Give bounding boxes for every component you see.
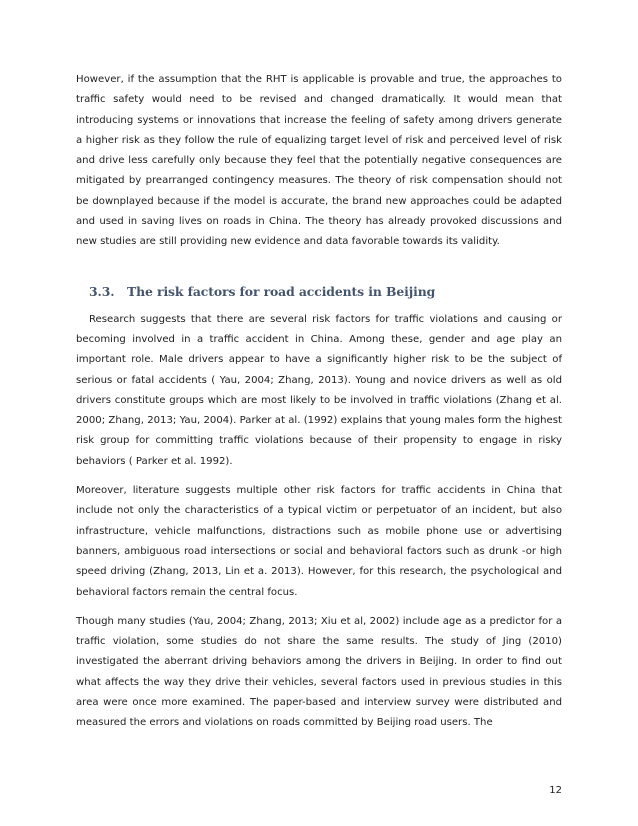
section-number: 3.3. — [89, 283, 115, 299]
spacer — [76, 603, 562, 612]
paragraph-other-factors: Moreover, literature suggests multiple other risk factors for traffic accidents in China that include not only the characteristics of a typical victim or perpetuator of an incident, but also infrastructure, vehicle malfunctions, distractions such as mobile phone use or advertising banners, ambiguous road intersections or social and behavioral factors such as drunk -or high speed driving (Zhang, 2013, Lin et a. 2013). However, for this research, the psychological and behavioral factors remain the central focus. — [76, 485, 562, 598]
document-page — [76, 70, 562, 734]
paragraph-jing-study: Though many studies (Yau, 2004; Zhang, 2013; Xiu et al, 2002) include age as a predictor for a traffic violation, some studies do not share the same results. The study of Jing (2010) investigated the aberrant driving behaviors among the drivers in Beijing. In order to find out what affects the way they drive their vehicles, several factors used in previous studies in this area were once more examined. The paper-based and interview survey were distributed and measured the errors and violations on roads committed by Beijing road users. The — [76, 615, 562, 729]
spacer — [76, 472, 562, 481]
section-heading — [76, 283, 562, 301]
spacer — [76, 301, 562, 310]
spacer — [76, 253, 562, 283]
paragraph-gender-age: Research suggests that there are several risk factors for traffic violations and causing or becoming involved in a traffic accident in China. Among these, gender and age play an important role. Male drivers appear to have a significantly higher risk to be the subject of serious or fatal accidents ( Yau, 2004; Zhang, 2013). Young and novice drivers as well as old drivers constitute groups which are most likely to be involved in traffic violations (Zhang et al. 2000; Zhang, 2013; Yau, 2004). Parker at al. (1992) explains that young males form the highest risk group for committing traffic violations because of their propensity to engage in risky behaviors ( Parker et al. 1992). — [76, 313, 562, 467]
page-number: 12 — [549, 785, 562, 796]
section-title: The risk factors for road accidents in Beijing — [127, 283, 436, 299]
paragraph-risk-homeostasis: However, if the assumption that the RHT is applicable is provable and true, the approaches to traffic safety would need to be revised and changed dramatically. It would mean that introducing systems or innovations that increase the feeling of safety among drivers generate a higher risk as they follow the rule of equalizing target level of risk and perceived level of risk and drive less carefully only because they feel that the potentially negative consequences are mitigated by prearranged contingency measures. The theory of risk compensation should not be downplayed because if the model is accurate, the brand new approaches could be adapted and used in saving lives on roads in China. The theory has already provoked discussions and new studies are still providing new evidence and data favorable towards its validity. — [76, 74, 562, 248]
